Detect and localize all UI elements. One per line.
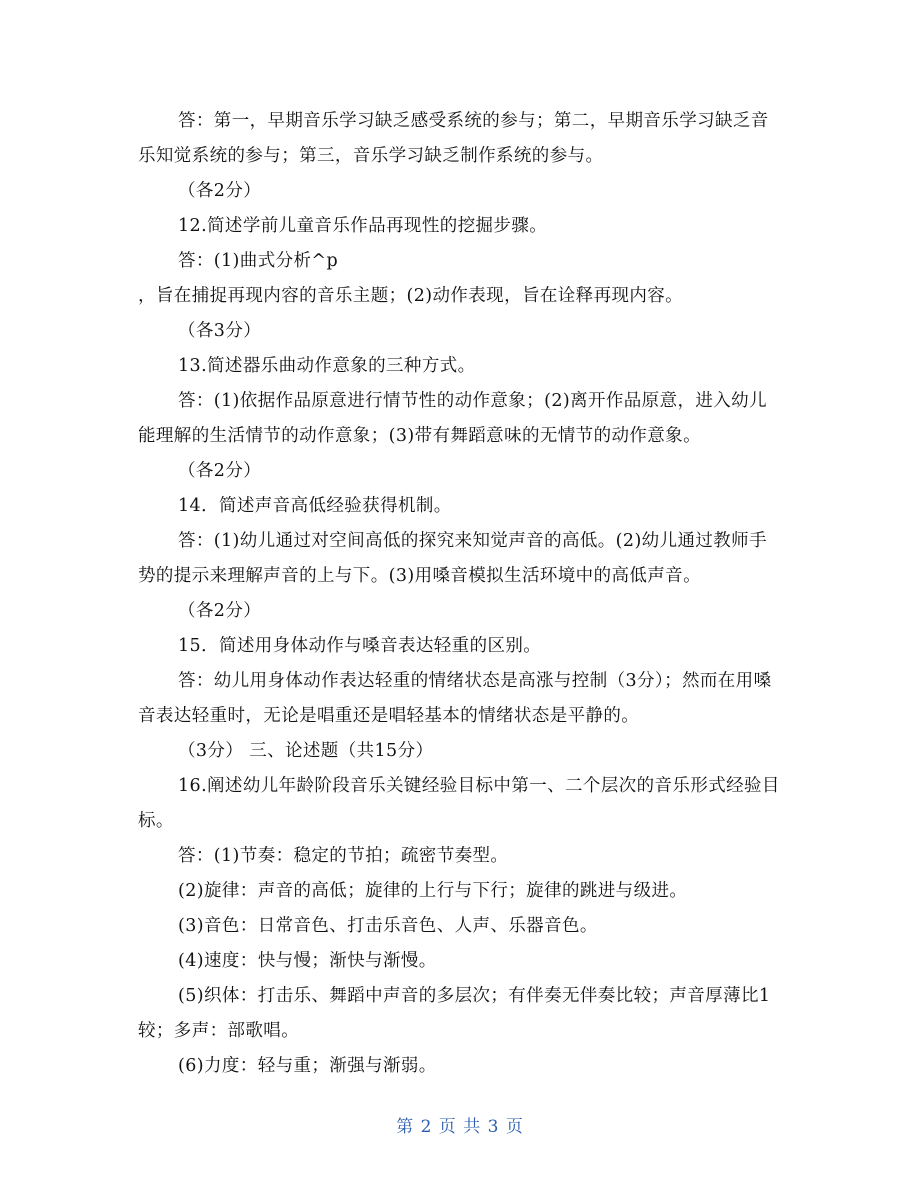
answer-13-line-2: 能理解的生活情节的动作意象；(3)带有舞蹈意味的无情节的动作意象。 [138, 426, 701, 446]
answer-14-line-2: 势的提示来理解声音的上与下。(3)用嗓音模拟生活环境中的高低声音。 [138, 566, 701, 586]
question-16-line-2: 标。 [138, 811, 174, 831]
question-15: 15．简述用身体动作与嗓音表达轻重的区别。 [178, 636, 542, 656]
answer-16-item-4: (4)速度：快与慢；渐快与渐慢。 [178, 951, 437, 971]
answer-13-line-1: 答：(1)依据作品原意进行情节性的动作意象；(2)离开作品原意，进入幼儿 [178, 391, 767, 411]
question-13: 13.简述器乐曲动作意象的三种方式。 [178, 356, 476, 376]
answer-15-line-1: 答：幼儿用身体动作表达轻重的情绪状态是高涨与控制（3分）；然而在用嗓 [178, 671, 772, 691]
answer-15-line-2: 音表达轻重时，无论是唱重还是唱轻基本的情绪状态是平静的。 [138, 706, 640, 726]
answer-12-line-1: 答：(1)曲式分析^p [178, 251, 339, 271]
answer-16-item-6: (6)力度：轻与重；渐强与渐弱。 [178, 1056, 437, 1076]
answer-12-line-2: ，旨在捕捉再现内容的音乐主题；(2)动作表现，旨在诠释再现内容。 [138, 286, 684, 306]
answer-14-line-1: 答：(1)幼儿通过对空间高低的探究来知觉声音的高低。(2)幼儿通过教师手 [178, 531, 767, 551]
question-14: 14．简述声音高低经验获得机制。 [178, 496, 452, 516]
answer-16-item-3: (3)音色：日常音色、打击乐音色、人声、乐器音色。 [178, 916, 598, 936]
page-number-footer: 第 2 页 共 3 页 [396, 1117, 524, 1137]
score-note: （各2分） [178, 601, 262, 621]
score-note: （各2分） [178, 461, 262, 481]
answer-16-item-5-line-2: 较；多声：部歌唱。 [138, 1021, 300, 1041]
score-note: （各2分） [178, 181, 262, 201]
question-16-line-1: 16.阐述幼儿年龄阶段音乐关键经验目标中第一、二个层次的音乐形式经验目 [178, 776, 780, 796]
question-12: 12.简述学前儿童音乐作品再现性的挖掘步骤。 [178, 216, 548, 236]
answer-16-item-1: 答：(1)节奏：稳定的节拍；疏密节奏型。 [178, 846, 509, 866]
answer-11-line-2: 乐知觉系统的参与；第三，音乐学习缺乏制作系统的参与。 [138, 146, 604, 166]
answer-11-line-1: 答：第一，早期音乐学习缺乏感受系统的参与；第二，早期音乐学习缺乏音 [178, 111, 769, 131]
answer-16-item-2: (2)旋律：声音的高低；旋律的上行与下行；旋律的跳进与级进。 [178, 881, 688, 901]
answer-16-item-5-line-1: (5)织体：打击乐、舞蹈中声音的多层次；有伴奏无伴奏比较；声音厚薄比1 [178, 986, 771, 1006]
section-three-heading: （3分） 三、论述题（共15分） [178, 741, 434, 761]
score-note: （各3分） [178, 321, 262, 341]
